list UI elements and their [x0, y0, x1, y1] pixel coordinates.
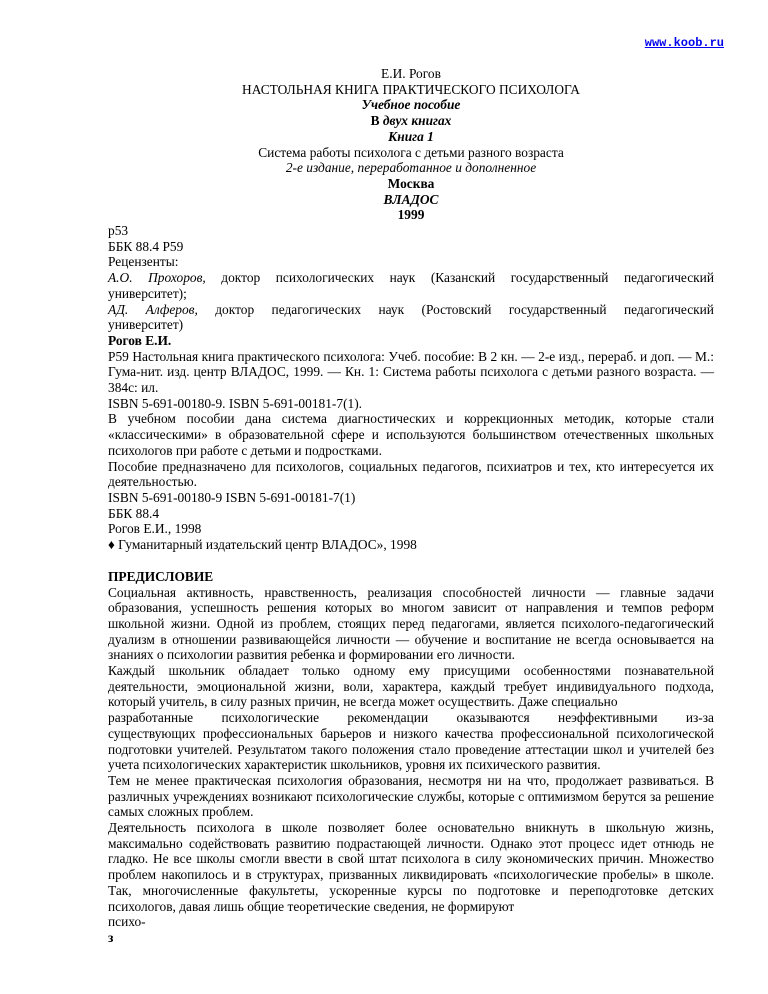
author: Е.И. Рогов: [381, 66, 441, 81]
preface-heading: ПРЕДИСЛОВИЕ: [108, 568, 214, 584]
reviewers-label: Рецензенты:: [108, 254, 179, 270]
preface: [108, 569, 714, 946]
spacer: [108, 553, 714, 569]
publisher: ВЛАДОС: [383, 191, 439, 207]
bbk-2: ББК 88.4: [108, 505, 160, 521]
bbk: ББК 88.4 Р59: [108, 238, 184, 254]
reviewer-2-name: АД. Алферов,: [108, 301, 198, 317]
bibliographic-info: [108, 223, 714, 553]
year: 1999: [397, 207, 425, 223]
preface-hyphen-end: психо-: [108, 914, 146, 930]
reviewer-1-name: А.О. Прохоров,: [108, 270, 206, 286]
preface-paragraph-2a: Каждый школьник обладает только одному ему присущими особенностями познавательной деятельности, эмоциональной жизни, воли, характера, каждый требует индивидуального подхода, который учитель, в силу разных причин, не всегда может осуществить. Даже специально: [108, 663, 714, 710]
preface-paragraph-2b: разработанные психологические рекомендации оказываются неэффективными из-за: [108, 710, 714, 726]
preface-paragraph-2c: существующих профессиональных барьеров и низкого качества профессиональной психологической подготовки учителей. Результатом такого положения стало проведение аттестации школ и учителей без учета психологических характеристик школьников, уровня их психического развития.: [108, 725, 714, 773]
audience: Пособие предназначено для психологов, социальных педагогов, психиатров и тех, кто интересуется их деятельностью.: [108, 458, 714, 490]
title-block: [108, 66, 714, 223]
book-subtitle: Система работы психолога с детьми разного возраста: [258, 144, 564, 160]
copyright-publisher: ♦ Гуманитарный издательский центр ВЛАДОС», 1998: [108, 537, 417, 553]
copyright-author: Рогов Е.И., 1998: [108, 521, 202, 537]
page-number: з: [108, 929, 114, 945]
document-page: [108, 36, 714, 946]
reviewer-1-cont: университет);: [108, 285, 187, 301]
reviewer-2: [108, 302, 714, 318]
reviewer-1: [108, 270, 714, 286]
preface-paragraph-1: Социальная активность, нравственность, реализация способностей личности — главные задачи образования, успешность решения которых во многом зависит от направления и темпов реформ школьной жизни. Одной из проблем, стоящих перед педагогами, является психолого-педагогический дуализм в отношении развивающейся личности — обучение и воспитание не всегда основывается на знаниях о психологии развития ребенка и формировании его личности.: [108, 584, 714, 663]
citation: Р59 Настольная книга практического психолога: Учеб. пособие: В 2 кн. — 2-е изд., перераб. и доп. — М.: Гума-нит. изд. центр ВЛАДОС, 1999. — Кн. 1: Система работы психолога с детьми разного возраста. — 384с: ил.: [108, 348, 714, 396]
reviewer-2-cont: университет): [108, 317, 184, 333]
book-title: НАСТОЛЬНАЯ КНИГА ПРАКТИЧЕСКОГО ПСИХОЛОГА: [242, 81, 580, 97]
books-count: [108, 113, 714, 129]
annotation: В учебном пособии дана система диагностических и коррекционных методик, которые стали «классическими» в образовательной сфере и используются большинством отечественных школьных психологов при работе с детьми и подростками.: [108, 411, 714, 458]
udk: р53: [108, 223, 129, 239]
reviewer-1-text: доктор психологических наук (Казанский государственный педагогический: [205, 270, 714, 286]
preface-paragraph-3: Тем не менее практическая психология образования, несмотря ни на что, продолжает развиваться. В различных учреждениях возникают психологические службы, которые с оптимизмом берутся за решение самых сложных проблем.: [108, 772, 714, 820]
city: Москва: [387, 175, 435, 191]
isbn-1: ISBN 5-691-00180-9. ISBN 5-691-00181-7(1).: [108, 395, 363, 411]
book-number: Книга 1: [388, 128, 434, 144]
author-bold: Рогов Е.И.: [108, 332, 172, 348]
books-prefix: В: [370, 113, 380, 129]
site-url-link[interactable]: www.koob.ru: [644, 36, 724, 50]
book-type: Учебное пособие: [361, 97, 461, 113]
books-rest: двух книгах: [379, 113, 452, 129]
preface-paragraph-4: Деятельность психолога в школе позволяет более основательно вникнуть в школьную жизнь, максимально содействовать развитию подрастающей личности. Однако этот процесс идет отнюдь не гладко. Не все школы смогли ввести в свой штат психолога в силу экономических причин. Множество проблем накопилось и в структурах, призванных ликвидировать «психологические пробелы» в школе. Так, многочисленные факультеты, ускоренные курсы по подготовке и переподготовке детских психологов, давая лишь общие теоретические сведения, не формируют: [108, 820, 714, 914]
edition: 2-е издание, переработанное и дополненное: [285, 160, 537, 176]
isbn-2: ISBN 5-691-00180-9 ISBN 5-691-00181-7(1): [108, 489, 356, 505]
reviewer-2-text: доктор педагогических наук (Ростовский государственный педагогический: [197, 301, 714, 317]
